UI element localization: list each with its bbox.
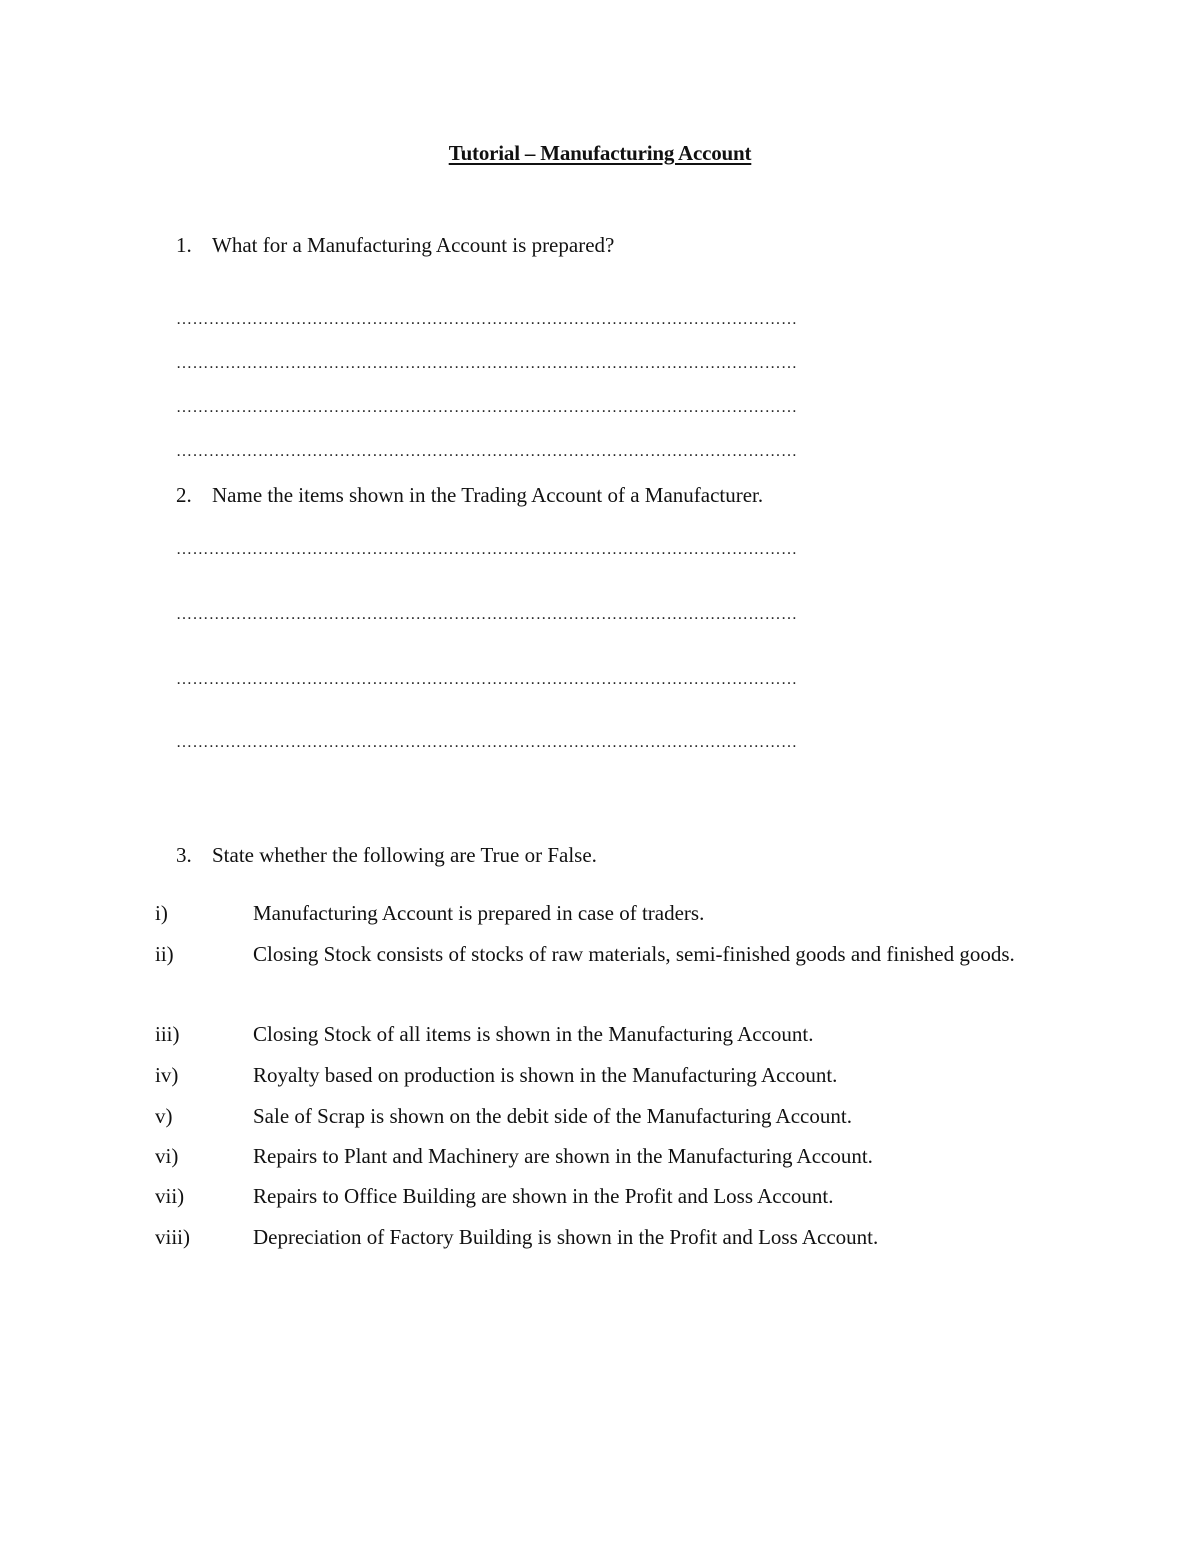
statement-text: Depreciation of Factory Building is shown in the Profit and Loss Account.: [253, 1225, 879, 1249]
answer-line: ……………………………………………………………………………………………………: [176, 355, 798, 372]
statement-numeral: iv): [155, 1063, 179, 1087]
page-title: Tutorial – Manufacturing Account: [448, 141, 752, 165]
statement-text: Manufacturing Account is prepared in case of traders.: [253, 901, 705, 925]
statement-item: [155, 1176, 1055, 1217]
answer-line: ……………………………………………………………………………………………………: [176, 671, 798, 688]
statement-text: Royalty based on production is shown in the Manufacturing Account.: [253, 1063, 838, 1087]
statement-numeral: i): [155, 901, 168, 925]
statement-item: [155, 1055, 1055, 1096]
statement-text: Repairs to Office Building are shown in the Profit and Loss Account.: [253, 1184, 834, 1208]
statement-text: Closing Stock consists of stocks of raw materials, semi-finished goods and finished goods.: [253, 942, 1015, 966]
statement-numeral: v): [155, 1104, 173, 1128]
answer-line: ……………………………………………………………………………………………………: [176, 541, 798, 558]
question-text: Name the items shown in the Trading Account of a Manufacturer.: [212, 483, 764, 507]
question-number: 2.: [176, 483, 192, 507]
answer-line: ……………………………………………………………………………………………………: [176, 443, 798, 460]
answer-line: ……………………………………………………………………………………………………: [176, 734, 798, 751]
statement-item: [155, 934, 1055, 975]
answer-line: ……………………………………………………………………………………………………: [176, 399, 798, 416]
question-text: State whether the following are True or False.: [212, 843, 597, 867]
statement-text: Sale of Scrap is shown on the debit side of the Manufacturing Account.: [253, 1104, 852, 1128]
question-1: [176, 233, 614, 257]
answer-line: ……………………………………………………………………………………………………: [176, 606, 798, 623]
question-text: What for a Manufacturing Account is prepared?: [212, 233, 615, 257]
question-2: [176, 483, 763, 507]
statement-text: Repairs to Plant and Machinery are shown in the Manufacturing Account.: [253, 1144, 873, 1168]
question-number: 1.: [176, 233, 192, 257]
answer-line: ……………………………………………………………………………………………………: [176, 311, 798, 328]
statement-item: [155, 1014, 1055, 1055]
statement-numeral: ii): [155, 942, 174, 966]
statement-item: [155, 1096, 1055, 1137]
statement-numeral: viii): [155, 1225, 190, 1249]
question-3: [176, 843, 597, 867]
statement-item: [155, 893, 1055, 934]
statement-numeral: vi): [155, 1144, 179, 1168]
statement-item: [155, 1136, 1055, 1177]
statement-text: Closing Stock of all items is shown in the Manufacturing Account.: [253, 1022, 814, 1046]
statement-numeral: vii): [155, 1184, 185, 1208]
question-number: 3.: [176, 843, 192, 867]
statement-item: [155, 1217, 1055, 1258]
statement-numeral: iii): [155, 1022, 180, 1046]
